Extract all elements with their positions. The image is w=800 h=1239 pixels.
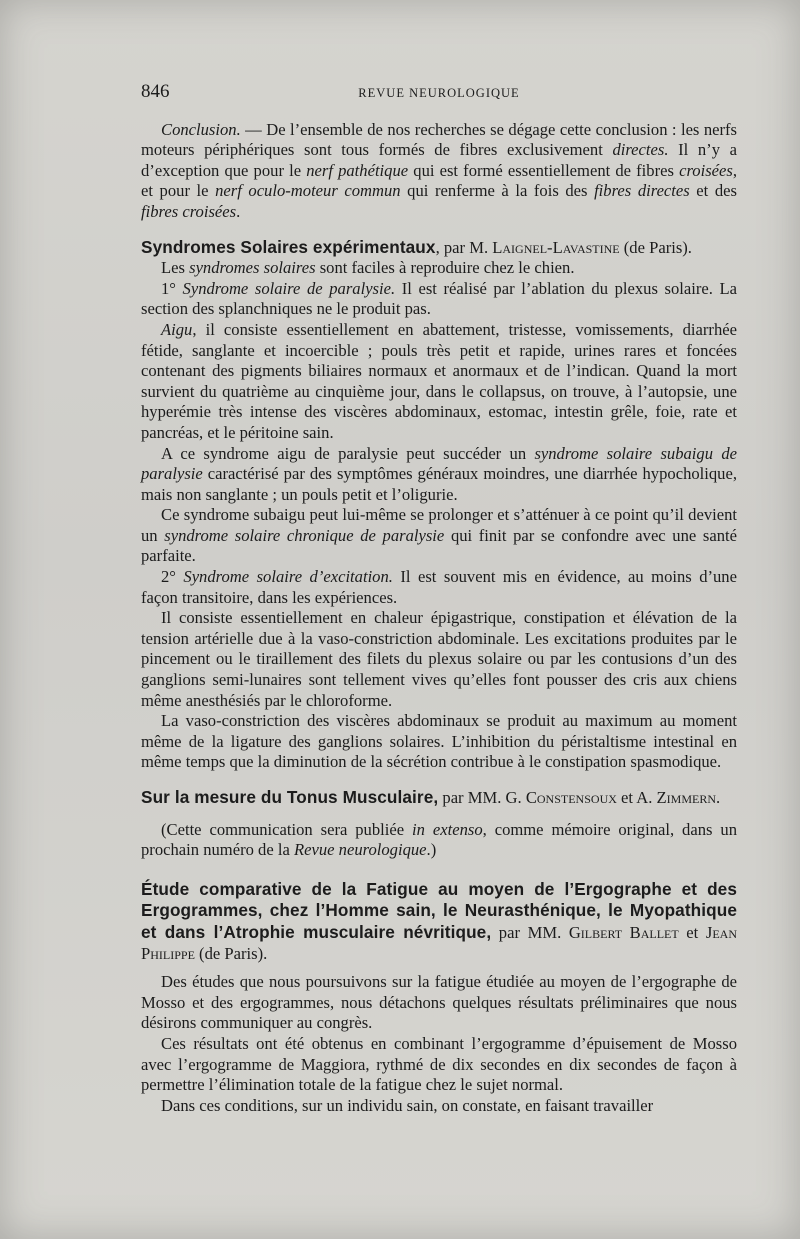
running-head xyxy=(141,82,737,104)
author-name: Laignel-Lavastine xyxy=(492,237,620,257)
article-title: Sur la mesure du Tonus Musculaire, xyxy=(141,787,439,807)
body-paragraph: Les syndromes solaires sont faciles à reproduire chez le chien. xyxy=(161,258,575,278)
text-block xyxy=(141,82,737,1116)
article-heading-syndromes-solaires: Syndromes Solaires expérimentaux, par M. Laignel-Lavastine (de Paris). xyxy=(141,236,692,257)
journal-title: REVUE NEUROLOGIQUE xyxy=(358,86,520,100)
body-paragraph: Ces résultats ont été obtenus en combinant l’ergogramme d’épuisement de Mosso avec l’ergogramme de Maggiora, rythmé de dix secondes en dix secondes de façon à permettre l’élimination totale de la fatigue chez le sujet normal. xyxy=(141,1033,737,1095)
body-paragraph: Ce syndrome subaigu peut lui-même se prolonger et s’atténuer à ce point qu’il devient un syndrome solaire chronique de paralysie qui finit par se confondre avec une santé parfaite. xyxy=(141,505,738,566)
body-paragraph: Des études que nous poursuivons sur la fatigue étudiée au moyen de l’ergographe de Mosso et des ergogrammes, nous détachons quelques résultats préliminaires que nous désirons communiquer au congrès. xyxy=(141,972,737,1033)
body-paragraph: 2° Syndrome solaire d’excitation. Il est souvent mis en évidence, au moins d’une façon transitoire, dans les expériences. xyxy=(141,567,737,607)
article-heading-tonus-musculaire: Sur la mesure du Tonus Musculaire, par MM. G. Constensoux et A. Zimmern. xyxy=(141,787,721,807)
author-name: Gilbert Ballet xyxy=(568,922,679,942)
body-paragraph: La vaso-constriction des viscères abdominaux se produit au maximum au moment même de la ligature des ganglions solaires. L’inhibition du péristaltisme intestinal en même temps que la diminution de la sécrétion contribue à le constipation spasmodique. xyxy=(141,711,737,772)
article-title: Syndromes Solaires expérimentaux xyxy=(141,236,436,257)
article-heading-etude-fatigue: Étude comparative de la Fatigue au moyen de l’Ergographe et des Ergogrammes, chez l’Homme sain, le Neurasthénique, le Myopathique et dans l’Atrophie musculaire névritique, par MM. Gilbert Ballet et Jean Philippe (de Paris). xyxy=(141,878,737,963)
author-name: Zimmern xyxy=(656,788,717,807)
conclusion-paragraph: Conclusion. — De l’ensemble de nos recherches se dégage cette conclusion : les nerfs moteurs périphériques sont tous formés de fibres exclusivement directes. Il n’y a d’exception que pour le nerf pathétique qui est formé essentiellement de fibres croisées, et pour le nerf oculo-moteur commun qui renferme à la fois des fibres directes et des fibres croisées. xyxy=(141,119,737,221)
author-name: Constensoux xyxy=(525,788,617,807)
page-number: 846 xyxy=(141,81,170,102)
body-paragraph: Il consiste essentiellement en chaleur épigastrique, constipation et élévation de la tension artérielle due à la vaso-constriction abdominale. Les excitations produites par le pincement ou le tiraillement des filets du plexus solaire ou par les contusions d’un des ganglions semi-lunaires sont tellement vives qu’elles font pousser des cris aux chiens même anesthésiés par le chloroforme. xyxy=(141,608,737,710)
body-paragraph: A ce syndrome aigu de paralysie peut succéder un syndrome solaire subaigu de paralysie caractérisé par des symptômes généraux moindres, une diarrhée hypocholique, mais non sanglante ; un pouls petit et l’oligurie. xyxy=(141,443,737,504)
article-title: Étude comparative de la Fatigue au moyen de l’Ergographe et des Ergogrammes, chez l’Homme sain, le Neurasthénique, le Myopathique et dans l’Atrophie musculaire névritique, xyxy=(141,878,737,942)
body-paragraph: 1° Syndrome solaire de paralysie. Il est réalisé par l’ablation du plexus solaire. La section des splanchniques ne le produit pas. xyxy=(141,278,737,319)
body-paragraph: Aigu, il consiste essentiellement en abattement, tristesse, vomissements, diarrhée fétide, sanglante et incoercible ; pouls très petit et rapide, urines rares et foncées contenant des pigments biliaires normaux et anormaux et de l’indican. Quand la mort survient du quatrième au cinquième jour, dans le collapsus, on trouve, à l’autopsie, une hyperémie très intense des viscères abdominaux, estomac, intestin grêle, foie, rate et pancréas, et le péritoine sain. xyxy=(141,319,737,442)
body-paragraph: (Cette communication sera publiée in extenso, comme mémoire original, dans un prochain numéro de la Revue neurologique.) xyxy=(141,819,737,860)
conclusion-label: Conclusion. xyxy=(161,119,241,139)
author-name: Jean Philippe xyxy=(141,922,737,963)
body-paragraph: Dans ces conditions, sur un individu sain, on constate, en faisant travailler xyxy=(161,1095,654,1115)
